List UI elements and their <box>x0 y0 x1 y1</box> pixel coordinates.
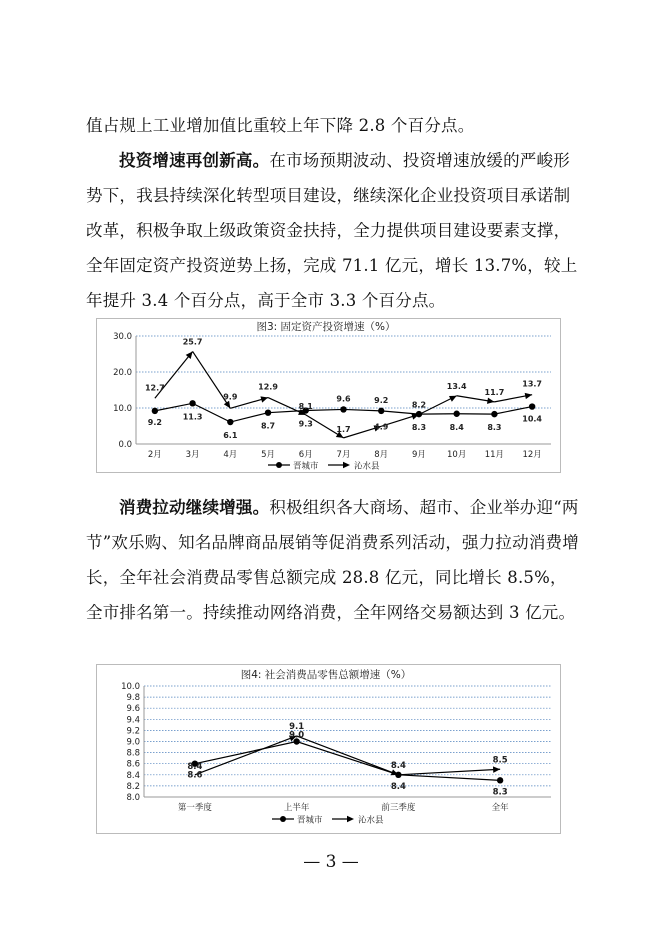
data-label: 4.9 <box>374 422 389 432</box>
data-point <box>529 403 535 409</box>
data-label: 6.1 <box>223 431 238 441</box>
x-tick-label: 4月 <box>223 450 238 460</box>
data-point <box>227 419 233 425</box>
paragraph-continuation <box>86 108 581 143</box>
y-tick-label: 9.0 <box>126 737 140 748</box>
y-tick-label: 10.0 <box>121 682 140 692</box>
y-tick-label: 20.0 <box>113 368 132 378</box>
retail-sales-growth-chart <box>96 664 561 834</box>
x-tick-label: 第一季度 <box>177 803 212 813</box>
paragraph-heading: 投资增速再创新高。 <box>119 151 270 170</box>
y-tick-label: 10.0 <box>113 404 132 414</box>
data-label: 9.3 <box>298 419 313 429</box>
data-label: 9.9 <box>223 392 238 402</box>
y-tick-label: 9.4 <box>126 715 140 726</box>
data-label: 10.4 <box>522 414 543 424</box>
x-tick-label: 6月 <box>298 450 313 460</box>
y-tick-label: 0.0 <box>118 440 132 450</box>
data-label: 12.9 <box>258 382 278 392</box>
x-tick-label: 上半年 <box>283 803 310 813</box>
data-point <box>497 777 503 783</box>
y-tick-label: 9.6 <box>126 704 140 715</box>
data-label: 9.2 <box>374 395 389 405</box>
x-tick-label: 9月 <box>411 450 426 460</box>
data-point <box>152 408 158 414</box>
data-point <box>189 400 195 406</box>
x-tick-label: 8月 <box>374 450 389 460</box>
data-label: 8.3 <box>492 787 508 798</box>
data-label: 9.2 <box>147 417 162 427</box>
paragraph-investment <box>86 143 581 318</box>
paragraph-text: 积极组织各大商场、超市、企业举办迎“两节”欢乐购、知名品牌商品展销等促消费系列活动，强力拉动消费增长，全年社会消费品零售总额完成 28.8 亿元，同比增长 8.5%，全市排名第一。持续推动网络消费，全年网络交易额达到 3 亿元。 <box>86 498 579 622</box>
data-label: 8.4 <box>390 760 406 771</box>
data-point <box>378 408 384 414</box>
legend-label: 沁水县 <box>354 461 380 472</box>
y-tick-label: 8.8 <box>126 748 140 759</box>
legend-marker-circle <box>276 462 282 468</box>
x-tick-label: 10月 <box>447 450 467 460</box>
investment-growth-chart <box>96 318 561 473</box>
x-tick-label: 全年 <box>491 803 509 813</box>
legend-marker-circle <box>280 816 286 822</box>
legend-label: 沁水县 <box>358 815 384 826</box>
y-tick-label: 8.0 <box>126 793 140 803</box>
paragraph-text: 在市场预期波动、投资增速放缓的严峻形势下，我县持续深化转型项目建设，继续深化企业投资项目承诺制改革，积极争取上级政策资金扶持，全力提供项目建设要素支撑，全年固定资产投资逆势上扬，完成 71.1 亿元，增长 13.7%，较上年提升 3.4 个百分点，高于全市 3.3 个百分点。 <box>86 151 578 310</box>
data-label: 11.7 <box>484 387 505 397</box>
y-tick-label: 8.4 <box>126 770 140 781</box>
data-point <box>491 411 497 417</box>
x-tick-label: 12月 <box>522 450 542 460</box>
legend-label: 晋城市 <box>293 461 319 472</box>
y-tick-label: 8.2 <box>126 781 140 792</box>
data-label: 8.4 <box>390 781 406 792</box>
y-tick-label: 30.0 <box>113 332 132 342</box>
data-label: 13.4 <box>446 381 467 391</box>
data-label: 1.7 <box>336 424 351 434</box>
data-label: 8.3 <box>411 423 427 433</box>
x-tick-label: 7月 <box>336 450 351 460</box>
y-tick-label: 8.6 <box>126 759 140 770</box>
x-tick-label: 3月 <box>185 450 200 460</box>
data-label: 8.2 <box>411 400 427 410</box>
data-label: 25.7 <box>182 337 203 347</box>
data-point <box>453 411 459 417</box>
data-label: 13.7 <box>522 379 543 389</box>
data-label: 11.3 <box>182 412 203 422</box>
x-tick-label: 2月 <box>147 450 162 460</box>
paragraph-heading: 消费拉动继续增强。 <box>119 498 270 517</box>
legend-label: 晋城市 <box>297 815 323 826</box>
data-label: 8.3 <box>487 423 502 433</box>
data-label: 9.6 <box>336 394 351 404</box>
data-label: 9.0 <box>289 730 305 741</box>
y-tick-label: 9.8 <box>126 693 140 704</box>
y-tick-label: 9.2 <box>126 726 140 737</box>
data-label: 8.4 <box>449 422 464 432</box>
data-label: 12.7 <box>144 383 165 393</box>
paragraph-consumption <box>86 490 581 630</box>
data-point <box>265 409 271 415</box>
data-label: 8.5 <box>492 755 508 766</box>
x-tick-label: 前三季度 <box>381 803 416 813</box>
page-number: — 3 — <box>303 852 359 872</box>
data-label: 8.6 <box>187 770 203 781</box>
chart-title: 图3: 固定资产投资增速（%） <box>256 321 396 333</box>
data-label: 8.7 <box>260 421 276 431</box>
data-point <box>340 406 346 412</box>
data-label: 9.1 <box>289 721 305 732</box>
x-tick-label: 11月 <box>484 450 505 460</box>
data-label: 8.1 <box>298 401 313 411</box>
chart-title: 图4: 社会消费品零售总额增速（%） <box>240 669 412 681</box>
data-label: 8.4 <box>187 761 203 772</box>
paragraph-text: 值占规上工业增加值比重较上年下降 2.8 个百分点。 <box>86 116 475 135</box>
x-tick-label: 5月 <box>261 450 276 460</box>
